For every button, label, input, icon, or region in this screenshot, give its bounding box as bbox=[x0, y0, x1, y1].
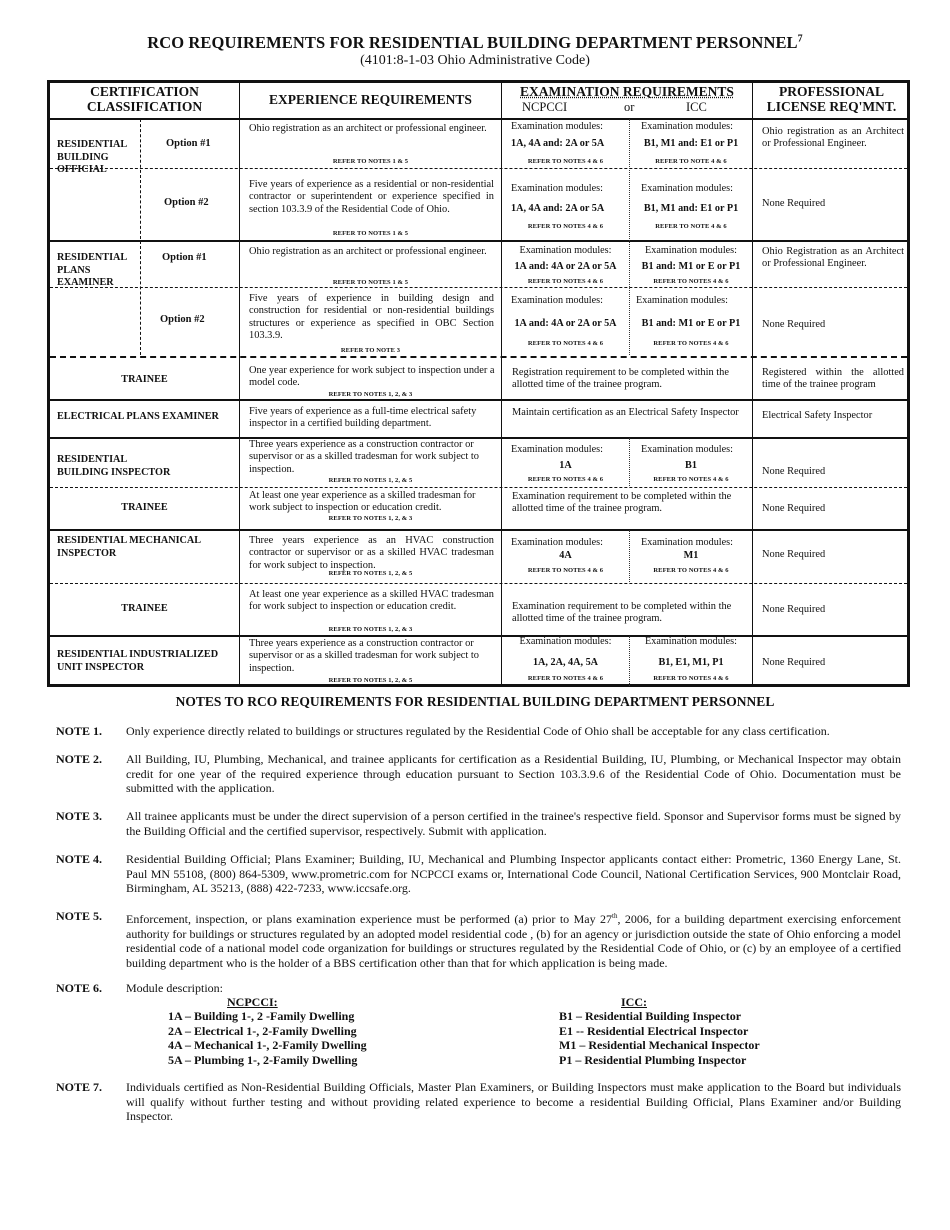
rmi-icc-ref: REFER TO NOTES 4 & 6 bbox=[653, 567, 729, 574]
rbo-opt2-icc-ref: REFER TO NOTE 4 & 6 bbox=[655, 223, 727, 230]
module-item: 2A – Electrical 1-, 2-Family Dwelling bbox=[168, 1023, 357, 1038]
module-item: E1 -- Residential Electrical Inspector bbox=[559, 1023, 749, 1038]
row-divider bbox=[50, 240, 907, 242]
row-divider bbox=[50, 583, 907, 584]
option-2-label: Option #2 bbox=[160, 314, 205, 325]
row-label-trainee: TRAINEE bbox=[121, 502, 168, 513]
col-divider bbox=[501, 83, 502, 684]
module-item: 5A – Plumbing 1-, 2-Family Dwelling bbox=[168, 1052, 358, 1067]
exam-modules-label: Examination modules: bbox=[641, 121, 733, 132]
rpe-opt2-exp-ref: REFER TO NOTE 3 bbox=[340, 347, 401, 354]
ncpcci-heading: NCPCCI: bbox=[227, 995, 278, 1009]
rmi-trainee-exam: Examination requirement to be completed within the allotted time of the trainee program. bbox=[512, 601, 732, 625]
row-label-trainee: TRAINEE bbox=[121, 603, 168, 614]
rmi-trainee-exp-ref: REFER TO NOTES 1, 2, & 3 bbox=[328, 626, 413, 633]
exam-modules-label: Examination modules: bbox=[519, 636, 612, 647]
rbo-opt1-experience: Ohio registration as an architect or professional engineer. bbox=[249, 123, 487, 134]
exam-modules-label: Examination modules: bbox=[511, 444, 603, 455]
col-divider bbox=[752, 83, 753, 684]
rbo-opt2-experience: Five years of experience as a residential or non-residential contractor or superintendent or experience specified in section 103.3.9 of the Residential Code of Ohio. bbox=[249, 179, 494, 215]
note-7-label: NOTE 7. bbox=[56, 1080, 103, 1094]
note-4-label: NOTE 4. bbox=[56, 852, 103, 866]
note-3-text: All trainee applicants must be under the direct supervision of a person certified in the trainee's respective field. Sponsor and Supervisor forms must be signed by the Building Official and the certified supervisor, respectively. Submit with application. bbox=[126, 809, 901, 838]
header-examination: EXAMINATION REQUIREMENTS bbox=[520, 84, 734, 99]
rbo-opt1-ncpcci-ref: REFER TO NOTES 4 & 6 bbox=[527, 158, 604, 165]
module-item: 4A – Mechanical 1-, 2-Family Dwelling bbox=[168, 1038, 367, 1052]
module-item: M1 – Residential Mechanical Inspector bbox=[559, 1038, 760, 1052]
rbo-opt2-exp-ref: REFER TO NOTES 1 & 5 bbox=[332, 230, 409, 237]
note-6-text: Module description: bbox=[126, 981, 223, 995]
rbi-experience: Three years experience as a construction contractor or supervisor or as a skilled tradesman for work subject to inspection. bbox=[249, 439, 479, 475]
option-2-label: Option #2 bbox=[164, 197, 209, 208]
rpe-opt2-ncpcci: 1A and: 4A or 2A or 5A bbox=[514, 318, 617, 329]
rbi-trainee-exp-ref: REFER TO NOTES 1, 2, & 3 bbox=[328, 515, 413, 522]
icc-heading: ICC: bbox=[621, 995, 647, 1009]
exam-modules-label: Examination modules: bbox=[511, 183, 603, 194]
rmi-exp-ref: REFER TO NOTES 1, 2, & 5 bbox=[328, 570, 413, 577]
rbi-trainee-exam: Examination requirement to be completed within the allotted time of the trainee program. bbox=[512, 491, 732, 515]
rpe-opt1-license: Ohio Registration as an Architect or Professional Engineer. bbox=[762, 246, 904, 270]
rpe-opt1-icc: B1 and: M1 or E or P1 bbox=[641, 261, 741, 272]
rbo-opt2-ncpcci-ref: REFER TO NOTES 4 & 6 bbox=[527, 223, 604, 230]
note-6-label: NOTE 6. bbox=[56, 981, 103, 995]
epe-license: Electrical Safety Inspector bbox=[762, 410, 873, 421]
rpe-opt1-exp-ref: REFER TO NOTES 1 & 5 bbox=[332, 279, 409, 286]
row-label-trainee: TRAINEE bbox=[121, 374, 168, 385]
rbi-icc-ref: REFER TO NOTES 4 & 6 bbox=[653, 476, 729, 483]
col-divider bbox=[239, 83, 240, 684]
exam-modules-label: Examination modules: bbox=[519, 245, 612, 256]
exam-modules-label: Examination modules: bbox=[511, 295, 603, 306]
trainee1-exp-ref: REFER TO NOTES 1, 2, & 3 bbox=[328, 391, 413, 398]
trainee1-exam: Registration requirement to be completed within the allotted time of the trainee program. bbox=[512, 367, 729, 391]
riu-icc: B1, E1, M1, P1 bbox=[658, 657, 724, 668]
note-1-text: Only experience directly related to buildings or structures regulated by the Residential Code of Ohio shall be acceptable for any class certification. bbox=[126, 724, 830, 738]
row-divider bbox=[50, 287, 907, 288]
rbo-opt1-license: Ohio registration as an Architect or Professional Engineer. bbox=[762, 126, 904, 150]
notes-heading: NOTES TO RCO REQUIREMENTS FOR RESIDENTIAL BUILDING DEPARTMENT PERSONNEL bbox=[175, 694, 775, 709]
exam-modules-label: Examination modules: bbox=[641, 444, 733, 455]
row-divider bbox=[50, 487, 907, 488]
row-divider bbox=[50, 635, 907, 637]
riu-license: None Required bbox=[762, 657, 826, 668]
module-item: P1 – Residential Plumbing Inspector bbox=[559, 1052, 747, 1067]
exam-modules-label: Examination modules: bbox=[511, 537, 603, 548]
row-label-residential-building-official: RESIDENTIAL BUILDING OFFICIAL bbox=[57, 139, 128, 175]
rbi-ncpcci-ref: REFER TO NOTES 4 & 6 bbox=[527, 476, 604, 483]
exam-modules-label: Examination modules: bbox=[636, 295, 728, 306]
rmi-trainee-license: None Required bbox=[762, 604, 826, 615]
rpe-opt1-icc-ref: REFER TO NOTES 4 & 6 bbox=[653, 278, 729, 285]
rbi-ncpcci: 1A bbox=[559, 460, 572, 471]
rmi-icc: M1 bbox=[683, 550, 699, 561]
note-5-text: Enforcement, inspection, or plans examination experience must be performed (a) prior to May 27th, 2006, for a building department exercising enforcement authority for buildings or structures regulated by an adopted model residential code , (b) for an agency or jurisdiction outside the state of Ohio enforcing a model residential code of a national model code organization for buildings or structures regulated by the Residential Code of Ohio, or (c) by an employee of a certified building department who is the holder of a BBS certification other than that for which application is being made. bbox=[126, 912, 902, 970]
rbo-opt2-ncpcci: 1A, 4A and: 2A or 5A bbox=[511, 203, 605, 214]
page-subtitle: (4101:8-1-03 Ohio Administrative Code) bbox=[360, 53, 590, 68]
note-7-text: Individuals certified as Non-Residential Building Officials, Master Plan Examiners, or Building Inspectors must make application to the Board but individuals will qualify without further testing and without providing related experience to become a residential Building Official, Plans Examiner and/or Building Inspector. bbox=[126, 1080, 901, 1124]
ncpcci-module-list bbox=[168, 1009, 367, 1067]
note-2-label: NOTE 2. bbox=[56, 752, 103, 766]
riu-experience: Three years experience as a construction contractor or supervisor or as a skilled tradesman for work subject to inspection. bbox=[249, 638, 479, 674]
row-label-residential-building-inspector: RESIDENTIAL BUILDING INSPECTOR bbox=[57, 454, 171, 478]
rbo-opt2-icc: B1, M1 and: E1 or P1 bbox=[643, 203, 739, 214]
rbo-opt1-exp-ref: REFER TO NOTES 1 & 5 bbox=[332, 158, 409, 165]
rpe-opt2-experience: Five years of experience in building design and construction for residential or non-residential buildings structures or experience as specified in OBC Section 103.3.9. bbox=[249, 293, 494, 342]
exam-modules-label: Examination modules: bbox=[641, 537, 733, 548]
rbi-trainee-license: None Required bbox=[762, 503, 826, 514]
option-1-label: Option #1 bbox=[166, 138, 211, 149]
rpe-opt2-icc-ref: REFER TO NOTES 4 & 6 bbox=[653, 340, 729, 347]
page-title: RCO REQUIREMENTS FOR RESIDENTIAL BUILDING DEPARTMENT PERSONNEL$^7$ bbox=[147, 33, 803, 52]
row-divider bbox=[50, 529, 907, 531]
rpe-opt2-license: None Required bbox=[762, 319, 826, 330]
exam-modules-label: Examination modules: bbox=[511, 121, 603, 132]
rpe-opt1-ncpcci: 1A and: 4A or 2A or 5A bbox=[514, 261, 617, 272]
header-license: PROFESSIONAL LICENSE REQ'MNT. bbox=[766, 84, 897, 114]
module-item: 1A – Building 1-, 2 -Family Dwelling bbox=[168, 1009, 355, 1023]
rmi-ncpcci-ref: REFER TO NOTES 4 & 6 bbox=[527, 567, 604, 574]
rbo-opt1-ncpcci: 1A, 4A and: 2A or 5A bbox=[511, 138, 605, 149]
note-3-label: NOTE 3. bbox=[56, 809, 103, 823]
epe-experience: Five years of experience as a full-time electrical safety inspector in a certified building department. bbox=[249, 406, 477, 430]
rpe-opt1-experience: Ohio registration as an architect or professional engineer. bbox=[249, 246, 487, 257]
header-experience: EXPERIENCE REQUIREMENTS bbox=[269, 92, 472, 107]
rbo-opt2-license: None Required bbox=[762, 198, 826, 209]
row-divider bbox=[50, 399, 907, 401]
riu-icc-ref: REFER TO NOTES 4 & 6 bbox=[653, 675, 729, 682]
header-rule bbox=[50, 118, 907, 120]
note-5-label: NOTE 5. bbox=[56, 909, 103, 923]
exam-modules-label: Examination modules: bbox=[645, 245, 737, 256]
header-certification: CERTIFICATION CLASSIFICATION bbox=[86, 84, 203, 114]
rpe-opt2-ncpcci-ref: REFER TO NOTES 4 & 6 bbox=[527, 340, 604, 347]
requirements-table: CERTIFICATION CLASSIFICATION EXPERIENCE REQUIREMENTS EXAMINATION REQUIREMENTS NCPCCI or ICC PROFESSIONAL LICENSE REQ'MNT. RESIDENTIAL BUILDING OFFICIAL Option #1 Option #2 Ohio registration as an architect or professional engineer. REFER TO NOTES 1 & 5 Examination modules: 1A, 4A and: 2A or 5A REFER TO NOTES 4 & 6 Examination modules: B1, M1 and: E1 or P1 REFER TO NOTE 4 & 6 Ohio registration as an Architect or Professional Engineer. Five years of experience as a residential or non-residential contractor or superintendent or experience specified in section 103.3.9 of the Residential Code of Ohio. REFER TO NOTES 1 & 5 Examination modules: 1A, 4A and: 2A or 5A REFER TO NOTES 4 & 6 Examination modules: B1, M1 and: E1 or P1 REFER TO NOTE 4 & 6 None Required RESIDENTIAL PLANS EXAMINER Option #1 Option #2 Ohio registration as an architect or professional engineer. REFER TO NOTES 1 & 5 Examination modules: 1A and: 4A or 2A or 5A REFER TO NOTES 4 & 6 Examination modules: B1 and: M1 or E or P1 REFER TO NOTES 4 & 6 Ohio Registration as an Architect or Professional Engineer. Five years of experience in building design and construction for residential or non-residential buildings structures or experience as specified in OBC Section 103.3.9. REFER TO NOTE 3 Examination modules: 1A and: 4A or 2A or 5A REFER TO NOTES 4 & 6 Examination modules: B1 and: M1 or E or P1 REFER TO NOTES 4 & 6 None Required TRAINEE One year experience for work subject to inspection under a model code. REFER TO NOTES 1, 2, & 3 Registration requirement to be completed within the allotted time of the trainee program. Registered within the allotted time of the trainee program ELECTRICAL PLANS EXAMINER Five years of experience as a full-time electrical safety inspector in a certified building department. Maintain certification as an Electrical Safety Inspector Electrical Safety Inspector RESIDENTIAL BUILDING INSPECTOR Three years experience as a construction contractor or supervisor or as a skilled tradesman for work subject to inspection. REFER TO NOTES 1, 2, & 5 Examination modules: 1A REFER TO NOTES 4 & 6 Examination modules: B1 REFER TO NOTES 4 & 6 None Required TRAINEE At least one year experience as a skilled tradesman for work subject to inspection or education credit. REFER TO NOTES 1, 2, & 3 Examination requirement to be completed within the allotted time of the trainee program. None Required RESIDENTIAL MECHANICAL INSPECTOR Three years experience as an HVAC construction contractor or supervisor or as a skilled HVAC tradesman for work subject to inspection. REFER TO NOTES 1, 2, & 5 Examination modules: 4A REFER TO NOTES 4 & 6 Examination modules: M1 REFER TO NOTES 4 & 6 None Required TRAINEE At least one year experience as a skilled HVAC tradesman for work subject to inspection or education credit. REFER TO NOTES 1, 2, & 3 Examination requirement to be completed within the allotted time of the trainee program. None Required RESIDENTIAL INDUSTRIALIZED UNIT INSPECTOR Three years experience as a construction contractor or supervisor or as a skilled tradesman for work subject to inspection. REFER TO NOTES 1, 2, & 5 Examination modules: 1A, 2A, 4A, 5A REFER TO NOTES 4 & 6 Examination modules: B1, E1, M1, P1 REFER TO NOTES 4 & 6 None Required bbox=[47, 80, 910, 687]
exam-modules-label: Examination modules: bbox=[645, 636, 737, 647]
option-divider bbox=[140, 241, 141, 355]
rpe-opt2-icc: B1 and: M1 or E or P1 bbox=[641, 318, 741, 329]
riu-exp-ref: REFER TO NOTES 1, 2, & 5 bbox=[328, 677, 413, 684]
option-divider bbox=[140, 119, 141, 239]
row-label-residential-industrialized-unit-inspector: RESIDENTIAL INDUSTRIALIZED UNIT INSPECTOR bbox=[57, 649, 219, 673]
rmi-trainee-experience: At least one year experience as a skilled HVAC tradesman for work subject to inspection or education credit. bbox=[249, 589, 494, 613]
rbi-icc: B1 bbox=[685, 460, 697, 471]
riu-ncpcci: 1A, 2A, 4A, 5A bbox=[532, 657, 599, 668]
rmi-experience: Three years experience as an HVAC construction contractor or supervisor or as a skilled HVAC tradesman for work subject to inspection. bbox=[249, 535, 494, 571]
note-1-label: NOTE 1. bbox=[56, 724, 103, 738]
rbi-trainee-experience: At least one year experience as a skilled tradesman for work subject to inspection or education credit. bbox=[249, 490, 476, 514]
riu-ncpcci-ref: REFER TO NOTES 4 & 6 bbox=[527, 675, 604, 682]
rpe-opt1-ncpcci-ref: REFER TO NOTES 4 & 6 bbox=[527, 278, 604, 285]
row-label-electrical-plans-examiner: ELECTRICAL PLANS EXAMINER bbox=[57, 411, 219, 422]
exam-modules-label: Examination modules: bbox=[641, 183, 733, 194]
rbi-license: None Required bbox=[762, 466, 826, 477]
epe-exam: Maintain certification as an Electrical Safety Inspector bbox=[512, 407, 739, 418]
icc-module-list bbox=[559, 1009, 760, 1067]
rmi-license: None Required bbox=[762, 549, 826, 560]
row-divider bbox=[50, 356, 907, 358]
option-1-label: Option #1 bbox=[162, 252, 207, 263]
rbi-exp-ref: REFER TO NOTES 1, 2, & 5 bbox=[328, 477, 413, 484]
rmi-ncpcci: 4A bbox=[559, 550, 572, 561]
row-label-residential-mechanical-inspector: RESIDENTIAL MECHANICAL INSPECTOR bbox=[57, 535, 202, 559]
rbo-opt1-icc-ref: REFER TO NOTE 4 & 6 bbox=[655, 158, 727, 165]
trainee1-license: Registered within the allotted time of the trainee program bbox=[762, 367, 904, 391]
row-divider bbox=[50, 168, 907, 169]
trainee1-experience: One year experience for work subject to inspection under a model code. bbox=[249, 365, 495, 389]
module-item: B1 – Residential Building Inspector bbox=[559, 1009, 742, 1023]
rbo-opt1-icc: B1, M1 and: E1 or P1 bbox=[643, 138, 739, 149]
note-4-text: Residential Building Official; Plans Examiner; Building, IU, Mechanical and Plumbing Inspector applicants contact either: Prometric, 1360 Energy Lane, St. Paul MN 55108, (800) 864-5309, www.prometric.com for NCPCCI exams or, International Code Council, National Certification Services, 900 Montclair Road, Birmingham, AL 35213, (888) 422-7233, www.iccsafe.org. bbox=[126, 852, 901, 896]
row-label-residential-plans-examiner: RESIDENTIAL PLANS EXAMINER bbox=[57, 252, 128, 288]
note-2-text: All Building, IU, Plumbing, Mechanical, and trainee applicants for certification as a Residential Building, IU, Plumbing, or Mechanical Inspector may obtain credit for one year of the required experience through education pursuant to Section 103.3.9.6 of the Residential Code of Ohio. Documentation must be submitted with the application. bbox=[126, 752, 901, 796]
